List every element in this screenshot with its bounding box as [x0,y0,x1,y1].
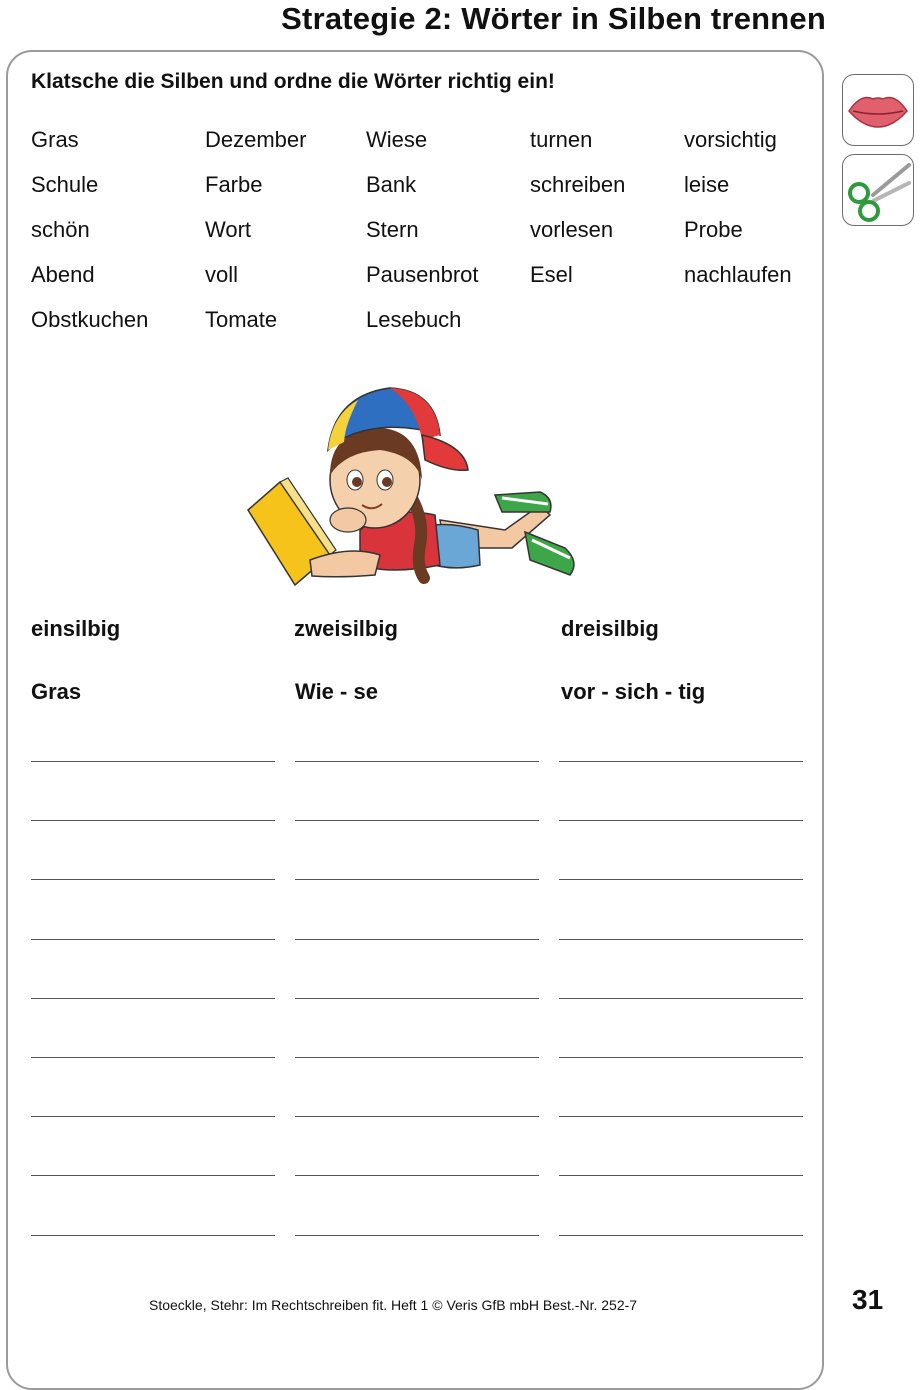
answer-line[interactable] [295,1175,539,1176]
answer-line[interactable] [559,761,803,762]
answer-line[interactable] [295,939,539,940]
word-item: Obstkuchen [31,307,149,332]
answer-line[interactable] [559,820,803,821]
column-example: Gras [31,679,82,704]
word-item: Dezember [205,127,307,152]
answer-line[interactable] [295,998,539,999]
column-example: Wie - se [295,679,378,704]
word-item: Pausenbrot [366,262,479,287]
answer-line[interactable] [559,998,803,999]
word-item: leise [684,172,730,197]
answer-line[interactable] [295,1057,539,1058]
answer-line[interactable] [559,1235,803,1236]
word-item: Farbe [205,172,263,197]
answer-line[interactable] [31,761,275,762]
word-item: Gras [31,127,79,152]
word-item: Esel [530,262,573,287]
word-item: Wiese [366,127,428,152]
answer-line[interactable] [559,1057,803,1058]
answer-line[interactable] [31,1057,275,1058]
word-item: Schule [31,172,99,197]
word-item: Wort [205,217,252,242]
word-item: turnen [530,127,593,152]
word-item: Probe [684,217,743,242]
answer-line[interactable] [295,879,539,880]
answer-line[interactable] [559,1175,803,1176]
footer-credits: Stoeckle, Stehr: Im Rechtschreiben fit. Heft 1 © Veris GfB mbH Best.-Nr. 252-7 [149,1297,638,1313]
page-number: 31 [852,1284,884,1315]
word-item: voll [205,262,239,287]
word-item: Bank [366,172,417,197]
column-heading: zweisilbig [294,616,398,641]
answer-line[interactable] [559,879,803,880]
column-heading: dreisilbig [561,616,659,641]
answer-line[interactable] [295,1116,539,1117]
answer-line[interactable] [31,1235,275,1236]
instruction: Klatsche die Silben und ordne die Wörter richtig ein! [31,70,555,93]
word-item: vorsichtig [684,127,777,152]
worksheet-card [6,50,824,1390]
answer-line[interactable] [295,1235,539,1236]
word-item: Stern [366,217,419,242]
scissors-icon [843,155,913,225]
page-title: Strategie 2: Wörter in Silben trennen [281,1,826,36]
answer-line[interactable] [31,998,275,999]
word-item: vorlesen [530,217,614,242]
lips-icon-box [842,74,914,146]
answer-line[interactable] [31,879,275,880]
column-heading: einsilbig [31,616,121,641]
word-item: Tomate [205,307,278,332]
answer-line[interactable] [559,939,803,940]
answer-line[interactable] [31,1175,275,1176]
answer-line[interactable] [31,820,275,821]
answer-line[interactable] [31,939,275,940]
lips-icon [843,75,913,145]
answer-line[interactable] [295,820,539,821]
answer-line[interactable] [295,761,539,762]
word-item: Abend [31,262,95,287]
answer-line[interactable] [31,1116,275,1117]
word-item: schreiben [530,172,626,197]
column-example: vor - sich - tig [561,679,706,704]
answer-line[interactable] [559,1116,803,1117]
word-item: nachlaufen [684,262,792,287]
word-item: Lesebuch [366,307,462,332]
scissors-icon-box [842,154,914,226]
word-item: schön [31,217,90,242]
girl-reading-illustration [240,380,585,590]
